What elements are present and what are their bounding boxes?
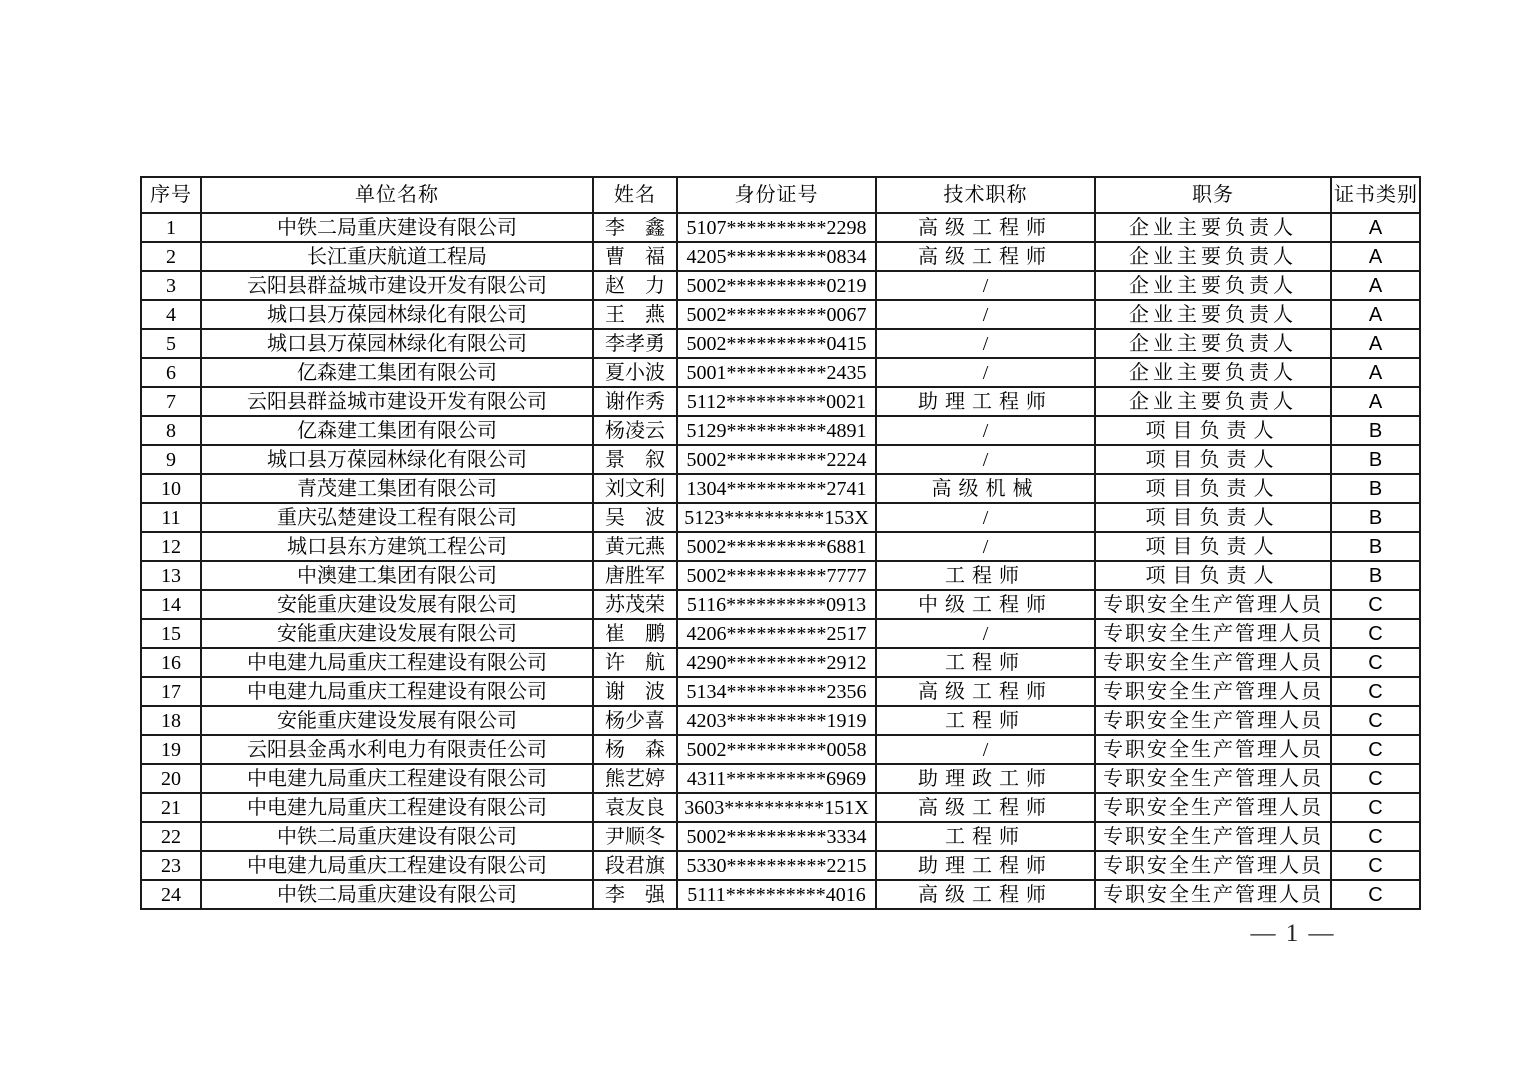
cell-position: 专职安全生产管理人员 — [1095, 677, 1331, 706]
cell-company: 安能重庆建设发展有限公司 — [201, 706, 593, 735]
cell-position: 专职安全生产管理人员 — [1095, 735, 1331, 764]
cell-position: 专职安全生产管理人员 — [1095, 793, 1331, 822]
cell-title: 高级工程师 — [876, 793, 1095, 822]
cell-id_number: 5111**********4016 — [677, 880, 876, 909]
cell-cert_type: C — [1331, 706, 1420, 735]
cell-name: 李 强 — [593, 880, 677, 909]
cell-title: 助理工程师 — [876, 387, 1095, 416]
column-header-name: 姓名 — [593, 177, 677, 213]
cell-cert_type: B — [1331, 561, 1420, 590]
cell-company: 城口县万葆园林绿化有限公司 — [201, 329, 593, 358]
cell-title: / — [876, 358, 1095, 387]
cell-cert_type: C — [1331, 822, 1420, 851]
cell-name: 唐胜军 — [593, 561, 677, 590]
cell-id_number: 5002**********0219 — [677, 271, 876, 300]
cell-position: 企业主要负责人 — [1095, 242, 1331, 271]
cell-index: 22 — [141, 822, 201, 851]
cell-index: 21 — [141, 793, 201, 822]
cell-name: 杨 森 — [593, 735, 677, 764]
cell-company: 长江重庆航道工程局 — [201, 242, 593, 271]
table-row — [141, 648, 1420, 677]
cell-cert_type: A — [1331, 329, 1420, 358]
cell-index: 5 — [141, 329, 201, 358]
cell-company: 中铁二局重庆建设有限公司 — [201, 822, 593, 851]
cell-position: 企业主要负责人 — [1095, 329, 1331, 358]
cell-cert_type: B — [1331, 503, 1420, 532]
table-row — [141, 706, 1420, 735]
cell-company: 青茂建工集团有限公司 — [201, 474, 593, 503]
cell-name: 吴 波 — [593, 503, 677, 532]
cell-index: 13 — [141, 561, 201, 590]
cell-name: 许 航 — [593, 648, 677, 677]
cell-index: 16 — [141, 648, 201, 677]
page-number: — 1 — — [1250, 920, 1336, 947]
table-row — [141, 735, 1420, 764]
column-header-position: 职务 — [1095, 177, 1331, 213]
cell-company: 云阳县群益城市建设开发有限公司 — [201, 271, 593, 300]
cell-position: 专职安全生产管理人员 — [1095, 648, 1331, 677]
cell-title: / — [876, 532, 1095, 561]
cell-index: 4 — [141, 300, 201, 329]
cell-index: 6 — [141, 358, 201, 387]
cell-name: 谢 波 — [593, 677, 677, 706]
cell-id_number: 5002**********7777 — [677, 561, 876, 590]
cell-index: 10 — [141, 474, 201, 503]
cell-cert_type: C — [1331, 619, 1420, 648]
cell-id_number: 4290**********2912 — [677, 648, 876, 677]
cell-position: 企业主要负责人 — [1095, 300, 1331, 329]
cell-index: 12 — [141, 532, 201, 561]
cell-id_number: 5002**********6881 — [677, 532, 876, 561]
table-row — [141, 271, 1420, 300]
cell-index: 15 — [141, 619, 201, 648]
cell-name: 王 燕 — [593, 300, 677, 329]
cell-cert_type: B — [1331, 532, 1420, 561]
cell-index: 11 — [141, 503, 201, 532]
cell-index: 23 — [141, 851, 201, 880]
cell-position: 专职安全生产管理人员 — [1095, 822, 1331, 851]
cell-id_number: 5116**********0913 — [677, 590, 876, 619]
cell-id_number: 5112**********0021 — [677, 387, 876, 416]
cell-name: 曹 福 — [593, 242, 677, 271]
cell-cert_type: B — [1331, 445, 1420, 474]
table-row — [141, 851, 1420, 880]
cell-name: 熊艺婷 — [593, 764, 677, 793]
cell-cert_type: A — [1331, 242, 1420, 271]
table-row — [141, 213, 1420, 242]
cell-company: 安能重庆建设发展有限公司 — [201, 619, 593, 648]
cell-position: 专职安全生产管理人员 — [1095, 764, 1331, 793]
cell-index: 24 — [141, 880, 201, 909]
cell-company: 云阳县金禹水利电力有限责任公司 — [201, 735, 593, 764]
table-row — [141, 503, 1420, 532]
cell-cert_type: A — [1331, 300, 1420, 329]
cell-index: 3 — [141, 271, 201, 300]
table-row — [141, 590, 1420, 619]
cell-cert_type: C — [1331, 677, 1420, 706]
cell-cert_type: C — [1331, 880, 1420, 909]
cell-name: 谢作秀 — [593, 387, 677, 416]
cell-title: / — [876, 300, 1095, 329]
cell-title: 助理政工师 — [876, 764, 1095, 793]
cell-name: 景 叙 — [593, 445, 677, 474]
cell-cert_type: C — [1331, 793, 1420, 822]
cell-company: 亿森建工集团有限公司 — [201, 358, 593, 387]
cell-id_number: 5002**********3334 — [677, 822, 876, 851]
cell-title: 中级工程师 — [876, 590, 1095, 619]
cell-cert_type: A — [1331, 213, 1420, 242]
personnel-roster-table — [140, 176, 1421, 910]
cell-position: 企业主要负责人 — [1095, 213, 1331, 242]
cell-title: 高级工程师 — [876, 213, 1095, 242]
cell-id_number: 5134**********2356 — [677, 677, 876, 706]
cell-title: 高级工程师 — [876, 242, 1095, 271]
table-row — [141, 242, 1420, 271]
cell-id_number: 3603**********151X — [677, 793, 876, 822]
cell-company: 中澳建工集团有限公司 — [201, 561, 593, 590]
cell-index: 14 — [141, 590, 201, 619]
cell-position: 项目负责人 — [1095, 532, 1331, 561]
table-row — [141, 474, 1420, 503]
cell-position: 企业主要负责人 — [1095, 271, 1331, 300]
column-header-id-number: 身份证号 — [677, 177, 876, 213]
cell-position: 专职安全生产管理人员 — [1095, 619, 1331, 648]
cell-company: 城口县东方建筑工程公司 — [201, 532, 593, 561]
cell-cert_type: B — [1331, 416, 1420, 445]
cell-company: 城口县万葆园林绿化有限公司 — [201, 445, 593, 474]
cell-index: 8 — [141, 416, 201, 445]
cell-company: 中电建九局重庆工程建设有限公司 — [201, 851, 593, 880]
cell-index: 9 — [141, 445, 201, 474]
table-row — [141, 619, 1420, 648]
table-row — [141, 445, 1420, 474]
table-row — [141, 561, 1420, 590]
cell-index: 17 — [141, 677, 201, 706]
cell-position: 专职安全生产管理人员 — [1095, 706, 1331, 735]
cell-cert_type: C — [1331, 764, 1420, 793]
cell-title: / — [876, 503, 1095, 532]
table-body — [141, 213, 1420, 909]
table-row — [141, 677, 1420, 706]
cell-name: 尹顺冬 — [593, 822, 677, 851]
cell-title: / — [876, 271, 1095, 300]
cell-title: / — [876, 735, 1095, 764]
cell-company: 中铁二局重庆建设有限公司 — [201, 880, 593, 909]
cell-cert_type: C — [1331, 590, 1420, 619]
cell-cert_type: A — [1331, 271, 1420, 300]
cell-company: 安能重庆建设发展有限公司 — [201, 590, 593, 619]
cell-id_number: 5330**********2215 — [677, 851, 876, 880]
cell-company: 中电建九局重庆工程建设有限公司 — [201, 764, 593, 793]
cell-title: 助理工程师 — [876, 851, 1095, 880]
cell-company: 亿森建工集团有限公司 — [201, 416, 593, 445]
cell-name: 杨凌云 — [593, 416, 677, 445]
cell-name: 袁友良 — [593, 793, 677, 822]
cell-cert_type: C — [1331, 648, 1420, 677]
cell-index: 19 — [141, 735, 201, 764]
table-row — [141, 387, 1420, 416]
cell-index: 18 — [141, 706, 201, 735]
cell-id_number: 5002**********2224 — [677, 445, 876, 474]
cell-id_number: 4311**********6969 — [677, 764, 876, 793]
table-row — [141, 329, 1420, 358]
cell-position: 企业主要负责人 — [1095, 387, 1331, 416]
cell-cert_type: A — [1331, 387, 1420, 416]
cell-name: 段君旗 — [593, 851, 677, 880]
cell-index: 2 — [141, 242, 201, 271]
table-row — [141, 416, 1420, 445]
cell-position: 专职安全生产管理人员 — [1095, 590, 1331, 619]
cell-position: 项目负责人 — [1095, 416, 1331, 445]
cell-position: 企业主要负责人 — [1095, 358, 1331, 387]
cell-title: 高级工程师 — [876, 677, 1095, 706]
table-row — [141, 880, 1420, 909]
cell-title: 工程师 — [876, 706, 1095, 735]
cell-title: / — [876, 445, 1095, 474]
cell-company: 中电建九局重庆工程建设有限公司 — [201, 793, 593, 822]
table-header-row — [141, 177, 1420, 213]
cell-company: 城口县万葆园林绿化有限公司 — [201, 300, 593, 329]
cell-position: 项目负责人 — [1095, 561, 1331, 590]
cell-company: 中铁二局重庆建设有限公司 — [201, 213, 593, 242]
cell-title: / — [876, 619, 1095, 648]
column-header-company: 单位名称 — [201, 177, 593, 213]
cell-index: 7 — [141, 387, 201, 416]
cell-cert_type: C — [1331, 735, 1420, 764]
column-header-title: 技术职称 — [876, 177, 1095, 213]
cell-position: 专职安全生产管理人员 — [1095, 851, 1331, 880]
cell-id_number: 4205**********0834 — [677, 242, 876, 271]
cell-name: 李 鑫 — [593, 213, 677, 242]
table-row — [141, 822, 1420, 851]
cell-cert_type: B — [1331, 474, 1420, 503]
cell-company: 中电建九局重庆工程建设有限公司 — [201, 677, 593, 706]
cell-title: 工程师 — [876, 561, 1095, 590]
cell-cert_type: C — [1331, 851, 1420, 880]
cell-company: 重庆弘楚建设工程有限公司 — [201, 503, 593, 532]
cell-id_number: 5002**********0415 — [677, 329, 876, 358]
cell-name: 夏小波 — [593, 358, 677, 387]
cell-name: 刘文利 — [593, 474, 677, 503]
cell-position: 专职安全生产管理人员 — [1095, 880, 1331, 909]
cell-id_number: 4206**********2517 — [677, 619, 876, 648]
cell-company: 中电建九局重庆工程建设有限公司 — [201, 648, 593, 677]
table-row — [141, 532, 1420, 561]
cell-name: 黄元燕 — [593, 532, 677, 561]
cell-position: 项目负责人 — [1095, 503, 1331, 532]
table-row — [141, 300, 1420, 329]
cell-position: 项目负责人 — [1095, 445, 1331, 474]
cell-id_number: 5129**********4891 — [677, 416, 876, 445]
cell-name: 李孝勇 — [593, 329, 677, 358]
cell-title: / — [876, 416, 1095, 445]
cell-index: 1 — [141, 213, 201, 242]
cell-title: 工程师 — [876, 648, 1095, 677]
cell-position: 项目负责人 — [1095, 474, 1331, 503]
cell-id_number: 4203**********1919 — [677, 706, 876, 735]
cell-id_number: 5107**********2298 — [677, 213, 876, 242]
cell-id_number: 1304**********2741 — [677, 474, 876, 503]
cell-name: 杨少喜 — [593, 706, 677, 735]
cell-cert_type: A — [1331, 358, 1420, 387]
column-header-cert-type: 证书类别 — [1331, 177, 1420, 213]
cell-id_number: 5002**********0058 — [677, 735, 876, 764]
cell-id_number: 5002**********0067 — [677, 300, 876, 329]
cell-company: 云阳县群益城市建设开发有限公司 — [201, 387, 593, 416]
cell-id_number: 5123**********153X — [677, 503, 876, 532]
cell-title: / — [876, 329, 1095, 358]
cell-title: 工程师 — [876, 822, 1095, 851]
cell-title: 高级工程师 — [876, 880, 1095, 909]
cell-name: 苏茂荣 — [593, 590, 677, 619]
table-row — [141, 358, 1420, 387]
table-row — [141, 764, 1420, 793]
cell-name: 赵 力 — [593, 271, 677, 300]
cell-index: 20 — [141, 764, 201, 793]
cell-title: 高级机械 — [876, 474, 1095, 503]
table-row — [141, 793, 1420, 822]
column-header-index: 序号 — [141, 177, 201, 213]
cell-id_number: 5001**********2435 — [677, 358, 876, 387]
cell-name: 崔 鹏 — [593, 619, 677, 648]
